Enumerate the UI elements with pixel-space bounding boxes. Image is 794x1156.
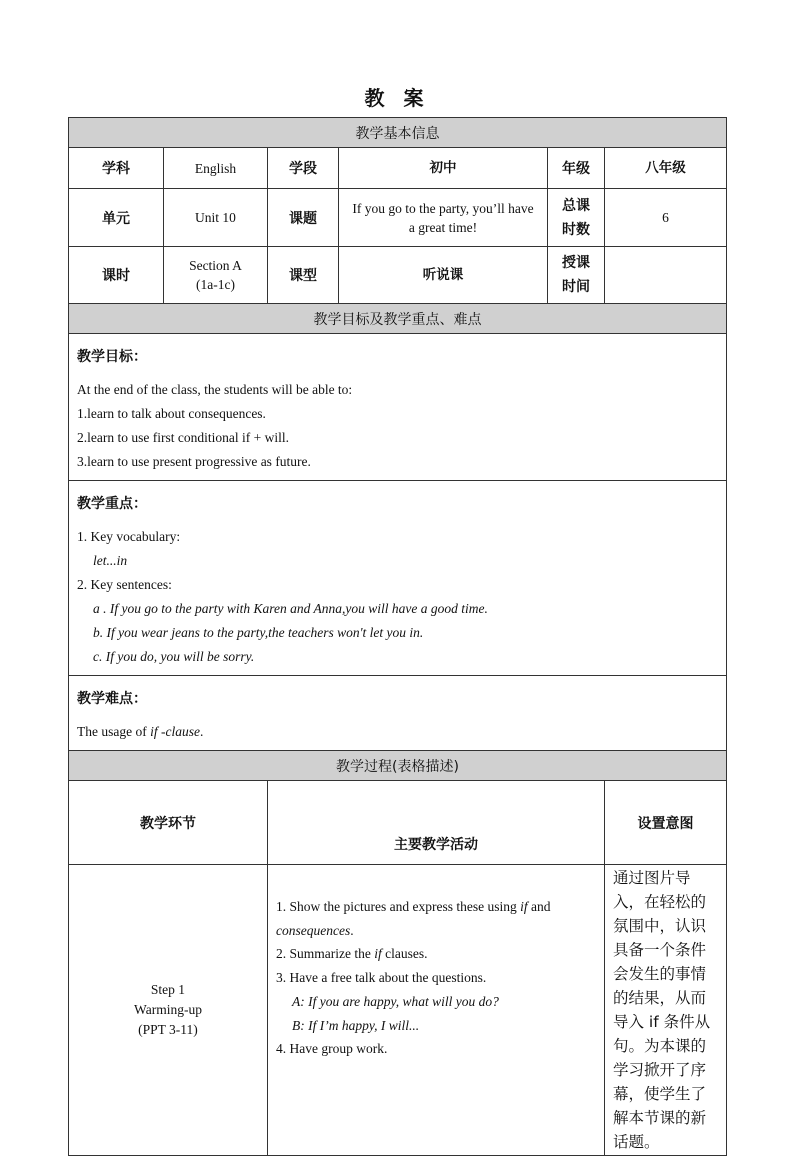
- period-label: 课时: [69, 247, 164, 304]
- col-intent-header: 设置意图: [605, 781, 727, 865]
- goals-title: 教学目标：: [77, 349, 147, 365]
- activity-1-and: and: [527, 899, 551, 914]
- stage-label: 学段: [268, 148, 339, 189]
- process-header-row: [69, 751, 727, 781]
- activity-1-dot: .: [350, 922, 354, 938]
- goal-item: 2.learn to use first conditional if + will.: [77, 430, 289, 445]
- activity-4: 4. Have group work.: [276, 1041, 388, 1057]
- unit-row: [69, 189, 727, 247]
- subject-row: [69, 148, 727, 189]
- key-sentence: a . If you go to the party with Karen and Anna,you will have a good time.: [93, 601, 488, 616]
- goal-item: 3.learn to use present progressive as future.: [77, 454, 311, 469]
- key-sentence: b. If you wear jeans to the party,the teachers won't let you in.: [93, 625, 424, 640]
- key-sentences-label: 2. Key sentences:: [77, 577, 172, 592]
- stage-value: 初中: [339, 148, 548, 189]
- type-value: 听说课: [339, 247, 548, 304]
- key-points-title: 教学重点：: [77, 496, 147, 512]
- period-value: Section A (1a-1c): [164, 247, 268, 304]
- col-activity-header: 主要教学活动: [268, 781, 605, 865]
- col-step-label: 教学环节: [140, 815, 196, 832]
- total-hours-label: 总课时数: [548, 189, 605, 247]
- activity-3: 3. Have a free talk about the questions.: [276, 970, 487, 986]
- teaching-time-value: [605, 247, 727, 304]
- goal-item: 1.learn to talk about consequences.: [77, 406, 266, 421]
- total-hours-value: 6: [605, 189, 727, 247]
- key-vocab-word: let...in: [93, 553, 128, 568]
- subject-value: English: [164, 148, 268, 189]
- col-step-header: [69, 781, 268, 865]
- teaching-goals-cell: [69, 334, 727, 481]
- type-label: 课型: [268, 247, 339, 304]
- topic-label: 课题: [268, 189, 339, 247]
- goals-row: [69, 334, 727, 481]
- activity-2-suffix: clauses.: [381, 946, 428, 962]
- basic-info-header-row: [69, 118, 727, 148]
- document-title: 教 案: [364, 86, 430, 110]
- activity-1-if: if: [520, 899, 528, 914]
- topic-value: If you go to the party, you’ll have a great time!: [339, 189, 548, 247]
- difficult-points-title: 教学难点：: [77, 691, 147, 707]
- activity-1: [276, 895, 596, 919]
- process-columns-row: [69, 781, 727, 865]
- step-number: Step 1: [150, 982, 186, 997]
- process-header: 教学过程(表格描述): [69, 751, 727, 781]
- goals-intro: At the end of the class, the students will be able to:: [77, 382, 353, 397]
- key-vocab-label: 1. Key vocabulary:: [77, 529, 181, 544]
- step-name: Warming-up: [134, 1002, 202, 1017]
- difficult-italic: if -clause: [150, 724, 200, 739]
- activity-1-cont: [276, 919, 596, 943]
- step-row: [69, 865, 727, 1156]
- activity-1-consequences: consequences: [276, 922, 351, 938]
- key-points-row: [69, 481, 727, 676]
- unit-label: 单元: [69, 189, 164, 247]
- difficult-suffix: .: [199, 724, 204, 739]
- grade-label: 年级: [548, 148, 605, 189]
- basic-info-header: 教学基本信息: [69, 118, 727, 148]
- activity-1-text: 1. Show the pictures and express these using: [276, 899, 521, 914]
- grade-value: 八年级: [605, 148, 727, 189]
- period-row: [69, 247, 727, 304]
- key-sentence: c. If you do, you will be sorry.: [93, 649, 255, 664]
- activity-2-text: 2. Summarize the: [276, 946, 375, 962]
- activity-2-if: if: [374, 946, 382, 962]
- intent-cell: 通过图片导入，在轻松的氛围中，认识具备一个条件会发生的事情的结果，从而导入 if 条件从句。为本课的学习掀开了序幕，使学生了解本节课的新话题。: [605, 865, 727, 1156]
- activity-3-reply: B: If I’m happy, I will...: [292, 1017, 420, 1033]
- step-ppt: (PPT 3-11): [138, 1022, 198, 1037]
- difficult-point-text: [77, 720, 718, 744]
- objectives-header: 教学目标及教学重点、难点: [69, 304, 727, 334]
- activity-3-question: A: If you are happy, what will you do?: [292, 993, 499, 1009]
- subject-label: 学科: [69, 148, 164, 189]
- activity-cell: [268, 865, 605, 1156]
- step-cell: [69, 865, 268, 1156]
- activity-2: [276, 942, 596, 966]
- teaching-time-label: 授课时间: [548, 247, 605, 304]
- difficult-points-row: [69, 676, 727, 751]
- unit-value: Unit 10: [164, 189, 268, 247]
- key-points-cell: [69, 481, 727, 676]
- difficult-points-cell: [69, 676, 727, 751]
- lesson-plan-table: [68, 117, 727, 1156]
- difficult-prefix: The usage of: [77, 724, 151, 739]
- objectives-header-row: [69, 304, 727, 334]
